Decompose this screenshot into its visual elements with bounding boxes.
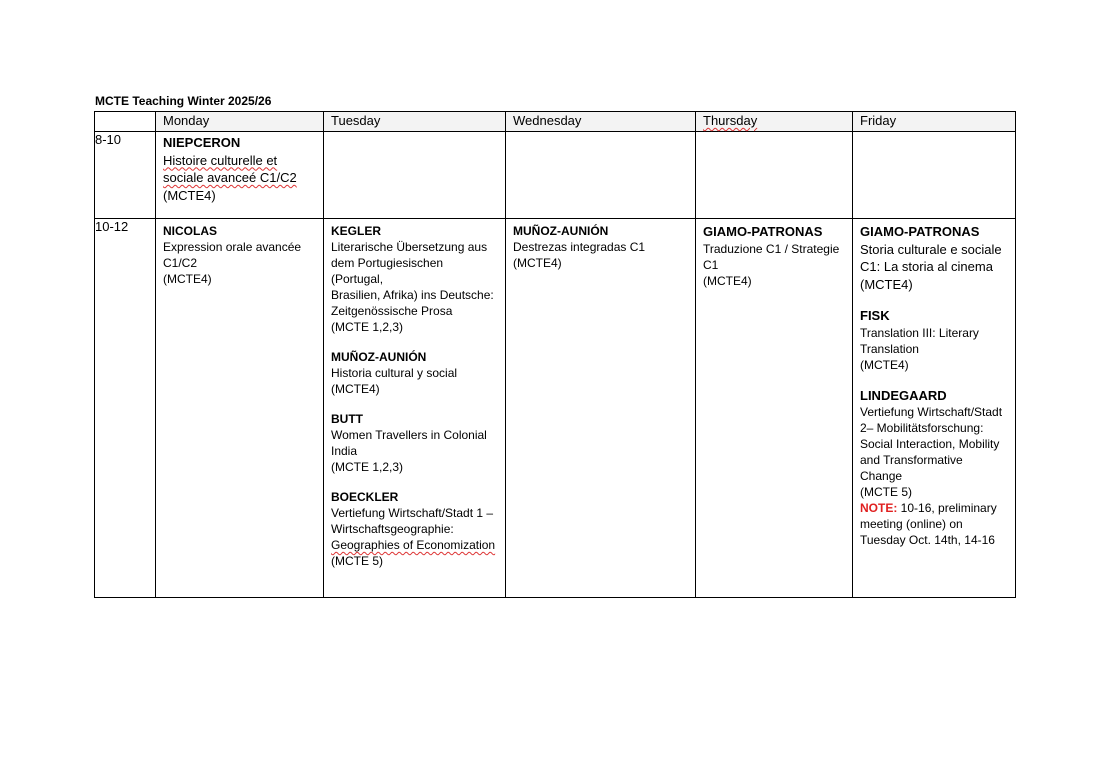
note-line [860, 500, 1008, 516]
header-friday: Friday [853, 112, 1016, 132]
cell-10-12-friday [853, 219, 1016, 598]
lecturer-name: BOECKLER [331, 490, 399, 504]
lecturer-name: GIAMO-PATRONAS [703, 224, 823, 239]
course-entry [860, 307, 1008, 373]
module-code: (MCTE4) [331, 382, 380, 396]
header-thursday [696, 112, 853, 132]
lecturer-name: NIEPCERON [163, 135, 241, 150]
course-title-line: Historia cultural y social [331, 366, 458, 380]
time-slot-10-12: 10-12 [95, 219, 156, 598]
header-corner-cell [95, 112, 156, 132]
course-title-line: Vertiefung Wirtschaft/Stadt [860, 405, 1003, 419]
module-code: (MCTE4) [513, 256, 562, 270]
lecturer-name: KEGLER [331, 224, 382, 238]
lecturer-name: NICOLAS [163, 224, 217, 238]
course-title-line: Geographies of Economization [331, 538, 496, 552]
note-text: 10-16, preliminary [897, 501, 997, 515]
lecturer-name: LINDEGAARD [860, 387, 947, 403]
course-title-line: Social Interaction, Mobility [860, 437, 1000, 451]
course-title-line: Histoire culturelle et [163, 152, 278, 168]
course-title-line: Translation [860, 341, 919, 356]
lecturer-name: BUTT [331, 412, 363, 426]
course-title-line: Traduzione C1 / Strategie [703, 241, 840, 256]
cell-8-10-friday [853, 132, 1016, 219]
course-title-line: sociale avanceé C1/C2 [163, 170, 297, 185]
course-entry [163, 134, 316, 204]
course-title-line: Brasilien, Afrika) ins Deutsche: [331, 288, 494, 302]
header-row [95, 112, 1016, 132]
module-code: (MCTE4) [860, 276, 913, 292]
note-text: Tuesday Oct. 14th, 14-16 [860, 533, 995, 547]
header-monday: Monday [156, 112, 324, 132]
header-wednesday: Wednesday [506, 112, 696, 132]
course-title-line: Vertiefung Wirtschaft/Stadt 1 – [331, 506, 494, 520]
lecturer-name: MUÑOZ-AUNIÓN [513, 224, 609, 238]
course-entry [703, 223, 845, 289]
lecturer-name: GIAMO-PATRONAS [860, 224, 980, 239]
module-code: (MCTE 1,2,3) [331, 460, 404, 474]
lecturer-name: FISK [860, 308, 890, 323]
course-title-line: dem Portugiesischen (Portugal, [331, 256, 444, 286]
course-title-line: 2– Mobilitätsforschung: [860, 421, 984, 435]
cell-8-10-thursday [696, 132, 853, 219]
document-title: MCTE Teaching Winter 2025/26 [95, 94, 272, 108]
course-title-line: C1: La storia al cinema [860, 259, 993, 274]
course-entry [513, 223, 688, 271]
time-slot-8-10: 8-10 [95, 132, 156, 219]
cell-8-10-monday [156, 132, 324, 219]
module-code: (MCTE4) [860, 357, 909, 372]
course-title-line: Literarische Übersetzung aus [331, 240, 488, 254]
header-tuesday: Tuesday [324, 112, 506, 132]
course-title-line: India [331, 444, 358, 458]
cell-10-12-thursday [696, 219, 853, 598]
course-title-line: C1/C2 [163, 256, 198, 270]
module-code: (MCTE 5) [331, 554, 383, 568]
course-entry [331, 349, 498, 397]
cell-10-12-tuesday [324, 219, 506, 598]
course-entry [163, 223, 316, 287]
course-title-line: Zeitgenössische Prosa [331, 304, 453, 318]
note-text: meeting (online) on [860, 517, 963, 531]
schedule-table [94, 111, 1016, 598]
course-title-line: Translation III: Literary [860, 325, 979, 340]
module-code: (MCTE4) [163, 272, 212, 286]
course-title-line: Storia culturale e sociale [860, 241, 1002, 257]
module-code: (MCTE4) [703, 273, 752, 288]
course-title-line: Expression orale avancée [163, 240, 302, 254]
module-code: (MCTE 1,2,3) [331, 320, 404, 334]
row-8-10 [95, 132, 1016, 219]
cell-10-12-wednesday [506, 219, 696, 598]
cell-10-12-monday [156, 219, 324, 598]
course-entry [331, 489, 498, 569]
course-title-line: Wirtschaftsgeographie: [331, 522, 454, 536]
module-code: (MCTE 5) [860, 485, 912, 499]
course-entry [331, 411, 498, 475]
cell-8-10-wednesday [506, 132, 696, 219]
course-entry [860, 387, 1008, 549]
lecturer-name: MUÑOZ-AUNIÓN [331, 350, 427, 364]
cell-8-10-tuesday [324, 132, 506, 219]
course-title-line: Destrezas integradas C1 [513, 240, 646, 254]
header-thursday-label: Thursday [703, 113, 758, 128]
note-label: NOTE: [860, 501, 898, 515]
course-title-line: C1 [703, 257, 719, 272]
course-entry [331, 223, 498, 335]
module-code: (MCTE4) [163, 187, 216, 203]
course-title-line: Women Travellers in Colonial [331, 428, 487, 442]
course-title-line: and Transformative Change [860, 453, 963, 483]
course-entry [860, 223, 1008, 293]
row-10-12 [95, 219, 1016, 598]
